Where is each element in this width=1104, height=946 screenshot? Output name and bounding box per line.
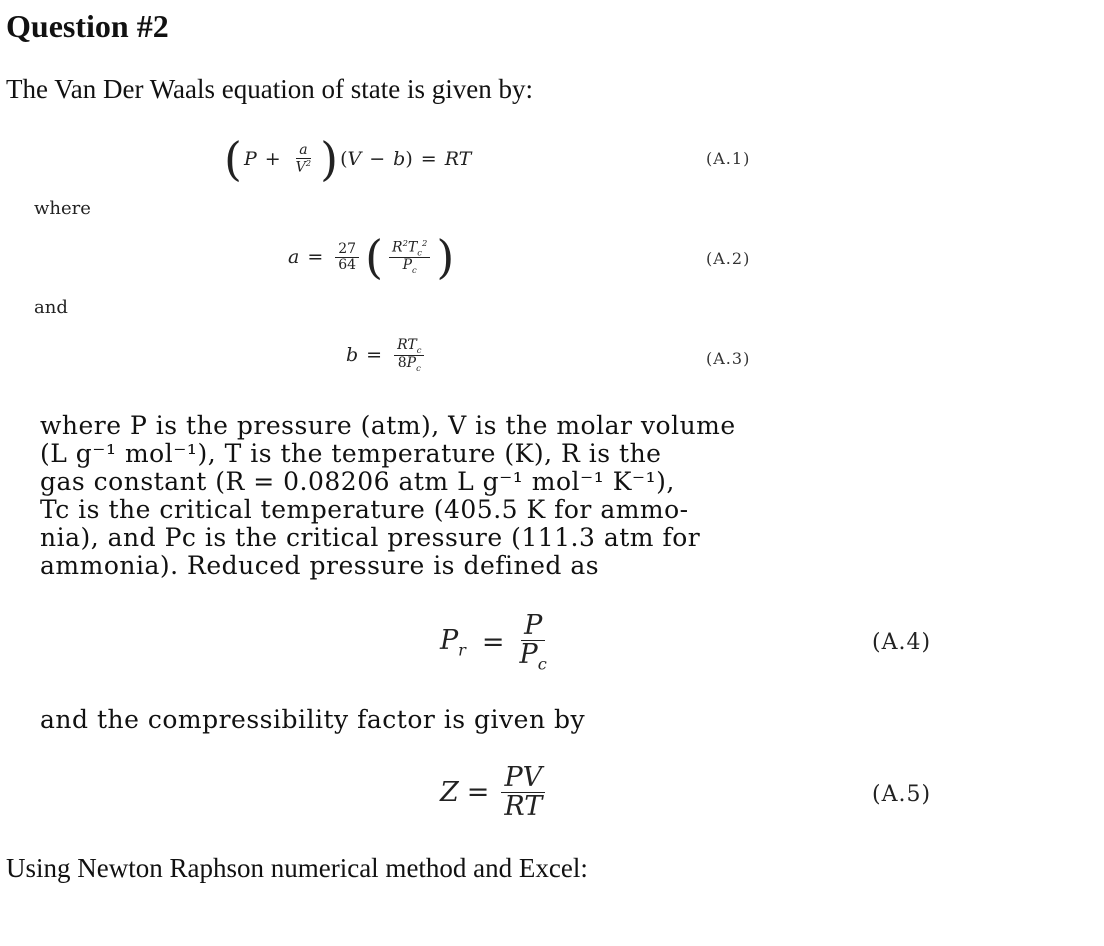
and-label: and xyxy=(34,297,68,318)
intro-text: The Van Der Waals equation of state is given by: xyxy=(6,74,533,104)
equation-a2: a = $\frac{27}{64}$ ( $\frac{R^2T_c^2}{P_c}$ ) xyxy=(288,230,455,284)
compressibility-text: and the compressibility factor is given by xyxy=(40,705,586,734)
closing-instruction: Using Newton Raphson numerical method and Excel: xyxy=(6,853,588,883)
equation-number-a1: (A.1) xyxy=(706,149,751,168)
equation-a4: $P_r$ = $\frac{P}{P_c}$ xyxy=(440,610,547,674)
equation-number-a4: (A.4) xyxy=(872,630,932,655)
equation-number-a2: (A.2) xyxy=(706,249,751,268)
variable-definitions-paragraph xyxy=(40,412,980,580)
paragraph-line: (L g⁻¹ mol⁻¹), T is the temperature (K), R is the xyxy=(40,439,662,468)
equation-number-a5: (A.5) xyxy=(872,782,932,807)
paragraph-line: nia), and Pc is the critical pressure (111.3 atm for xyxy=(40,523,701,552)
question-title: Question #2 xyxy=(6,8,169,44)
paragraph-line: where P is the pressure (atm), V is the molar volume xyxy=(40,411,736,440)
paragraph-line: ammonia). Reduced pressure is defined as xyxy=(40,551,600,580)
equation-a3: b = $\frac{RT_c}{8P_c}$ xyxy=(346,338,428,372)
equation-a1: ( P + $\frac{a}{V^2}$ ) ( V − b ) = RT xyxy=(224,132,472,186)
where-label: where xyxy=(34,198,91,219)
equation-number-a3: (A.3) xyxy=(706,349,751,368)
paragraph-line: gas constant (R = 0.08206 atm L g⁻¹ mol⁻¹ K⁻¹), xyxy=(40,467,675,496)
equation-a5: Z = $\frac{PV}{RT}$ xyxy=(440,764,549,822)
paragraph-line: Tc is the critical temperature (405.5 K for ammo- xyxy=(40,495,689,524)
